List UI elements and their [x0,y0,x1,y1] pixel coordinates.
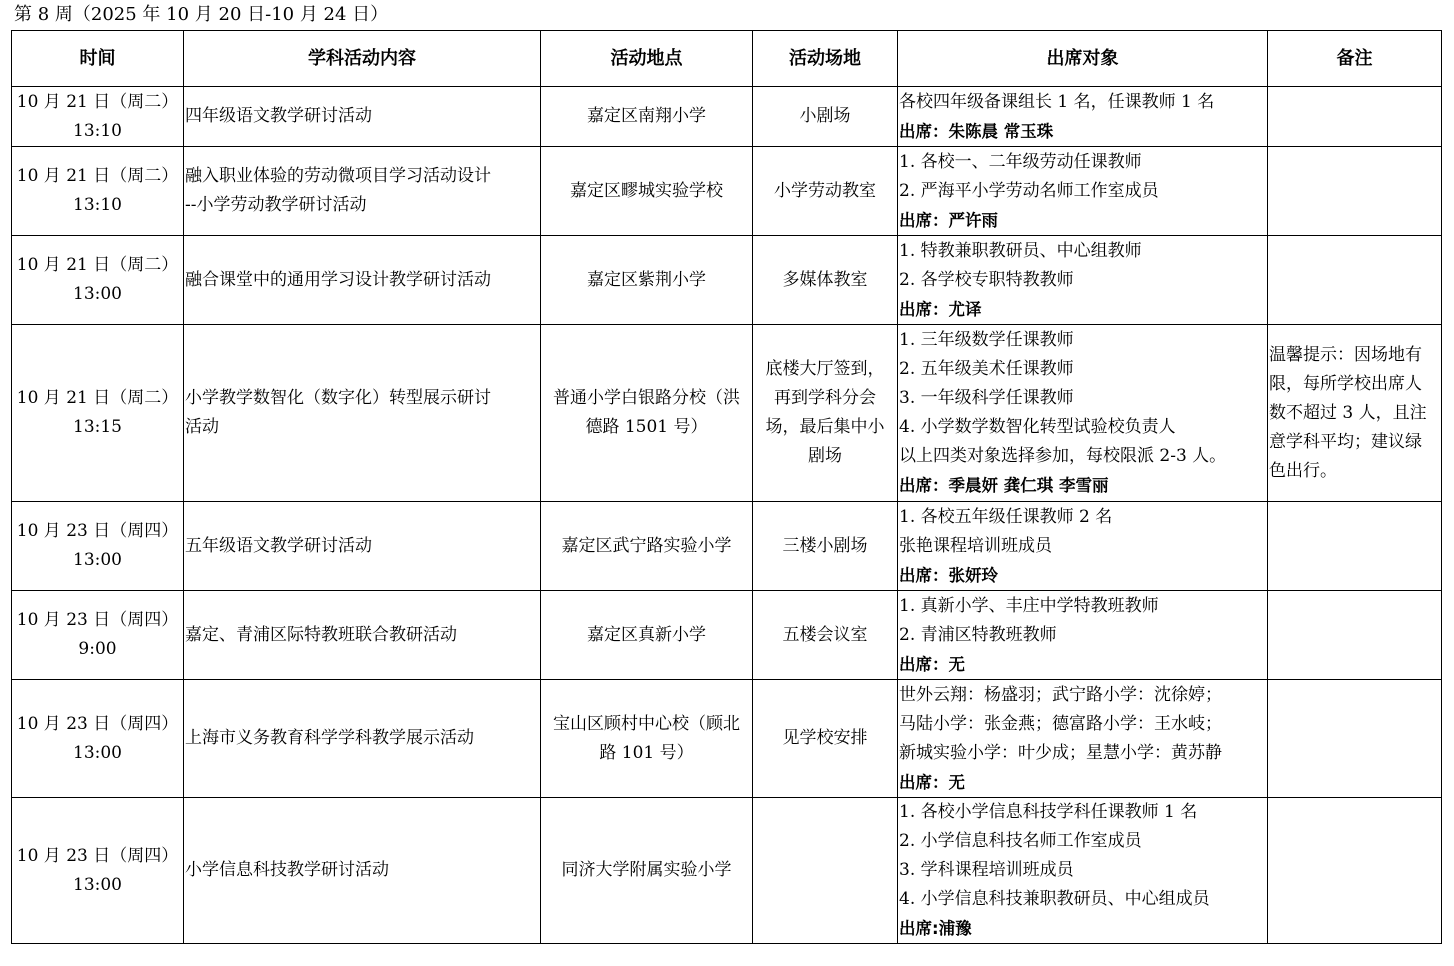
venue-cell [753,325,898,502]
place-cell [541,147,753,236]
table-row [12,680,1442,798]
place-cell [541,680,753,798]
note-cell [1268,87,1442,147]
place-cell [541,87,753,147]
time-cell [12,502,184,591]
attendee-line: 各校四年级备课组长 1 名，任课教师 1 名 [899,91,1215,112]
venue-line: 再到学科分会 [774,388,876,408]
content-line: 五年级语文教学研讨活动 [185,535,372,556]
note-line: 数不超过 3 人，且注 [1269,402,1427,423]
note-cell [1268,798,1442,944]
attendee-line: 世外云翔：杨盛羽；武宁路小学：沈徐婷； [899,684,1222,705]
content-line: 嘉定、青浦区际特教班联合教研活动 [185,624,457,645]
content-line: 活动 [185,417,219,437]
attendees-cell [898,680,1268,798]
time-cell [12,591,184,680]
table-row [12,236,1442,325]
date-text: 10 月 23 日（周四） [16,845,179,866]
place-line: 宝山区顾村中心校（顾北 [553,713,740,734]
attendee-line: 2. 青浦区特教班教师 [899,624,1057,645]
content-cell [184,591,541,680]
place-line: 普通小学白银路分校（洪 [553,388,740,408]
present-text: 出席：季晨妍 龚仁琪 李雪丽 [899,476,1109,495]
note-line: 色出行。 [1269,460,1337,481]
present-text: 出席：尤译 [899,299,982,319]
place-cell [541,591,753,680]
table-row [12,591,1442,680]
content-line: 小学教学数智化（数字化）转型展示研讨 [185,388,491,408]
content-line: 四年级语文教学研讨活动 [185,106,372,126]
note-cell [1268,680,1442,798]
place-line: 嘉定区真新小学 [587,624,706,645]
time-cell [12,236,184,325]
header-venue: 活动场地 [753,31,898,87]
attendee-line: 3. 学科课程培训班成员 [899,860,1074,880]
attendee-line: 2. 严海平小学劳动名师工作室成员 [899,180,1159,201]
venue-line: 场，最后集中小 [765,417,885,437]
table-header-row [12,31,1442,87]
venue-cell [753,502,898,591]
date-text: 10 月 21 日（周二） [16,91,179,112]
content-cell [184,87,541,147]
place-cell [541,325,753,502]
date-text: 10 月 21 日（周二） [16,166,179,186]
note-line: 意学科平均；建议绿 [1269,431,1422,452]
venue-line: 小学劳动教室 [774,180,876,201]
week-title: 第 8 周（2025 年 10 月 20 日-10 月 24 日） [14,4,389,25]
present-text: 出席：无 [899,772,965,792]
time-text: 13:00 [73,742,122,763]
content-line: 小学信息科技教学研讨活动 [185,860,389,880]
content-cell [184,798,541,944]
place-line: 德路 1501 号） [585,417,708,437]
time-cell [12,680,184,798]
venue-line: 底楼大厅签到， [765,359,885,379]
attendee-line: 2. 各学校专职特教教师 [899,269,1074,290]
attendee-line: 1. 三年级数学任课教师 [899,330,1074,350]
content-line: 融入职业体验的劳动微项目学习活动设计 [185,166,491,186]
venue-line: 多媒体教室 [782,269,868,290]
header-place: 活动地点 [541,31,753,87]
note-cell [1268,325,1442,502]
attendee-line: 2. 五年级美术任课教师 [899,359,1074,379]
time-text: 9:00 [78,639,117,659]
time-text: 13:15 [73,417,122,437]
note-cell [1268,502,1442,591]
table-row [12,325,1442,502]
attendee-line: 4. 小学数学数智化转型试验校负责人 [899,417,1176,437]
attendee-line: 1. 各校一、二年级劳动任课教师 [899,151,1142,172]
content-cell [184,680,541,798]
place-line: 嘉定区南翔小学 [587,106,706,126]
attendee-line: 以上四类对象选择参加，每校限派 2-3 人。 [899,446,1227,466]
note-cell [1268,147,1442,236]
venue-line: 见学校安排 [782,728,868,748]
time-text: 13:00 [73,550,122,570]
schedule-table [11,30,1442,944]
attendees-cell [898,325,1268,502]
venue-line: 剧场 [808,446,842,466]
venue-line: 三楼小剧场 [782,535,868,556]
present-text: 出席：朱陈晨 常玉珠 [899,121,1054,141]
venue-cell [753,147,898,236]
date-text: 10 月 23 日（周四） [16,610,179,630]
attendee-line: 马陆小学：张金燕；德富路小学：王水岐； [899,713,1222,734]
date-text: 10 月 23 日（周四） [16,521,179,541]
place-line: 嘉定区武宁路实验小学 [561,535,732,556]
venue-cell [753,591,898,680]
attendee-line: 4. 小学信息科技兼职教研员、中心组成员 [899,889,1210,909]
present-text: 出席:浦豫 [899,919,972,938]
table-row [12,147,1442,236]
time-text: 13:10 [73,120,122,141]
table-row [12,87,1442,147]
header-content: 学科活动内容 [184,31,541,87]
place-line: 同济大学附属实验小学 [561,860,732,880]
attendees-cell [898,591,1268,680]
place-cell [541,798,753,944]
time-cell [12,325,184,502]
attendee-line: 张艳课程培训班成员 [899,535,1052,556]
present-text: 出席：无 [899,654,965,674]
header-attendees: 出席对象 [898,31,1268,87]
table-row [12,502,1442,591]
content-line: --小学劳动教学研讨活动 [185,195,367,215]
note-cell [1268,236,1442,325]
attendee-line: 新城实验小学：叶少成；星慧小学：黄苏静 [899,742,1222,763]
time-cell [12,798,184,944]
venue-line: 五楼会议室 [782,624,868,645]
time-text: 13:10 [73,195,122,215]
note-line: 温馨提示：因场地有 [1269,344,1422,365]
attendees-cell [898,798,1268,944]
venue-cell [753,680,898,798]
attendee-line: 1. 特教兼职教研员、中心组教师 [899,240,1142,261]
note-cell [1268,591,1442,680]
place-line: 路 101 号） [599,742,694,763]
attendee-line: 2. 小学信息科技名师工作室成员 [899,831,1142,851]
place-line: 嘉定区紫荆小学 [587,269,706,290]
venue-line: 小剧场 [799,106,851,126]
time-cell [12,147,184,236]
date-text: 10 月 21 日（周二） [16,255,179,275]
date-text: 10 月 21 日（周二） [16,388,179,408]
present-text: 出席：张妍玲 [899,565,998,585]
time-text: 13:00 [73,874,122,895]
content-line: 融合课堂中的通用学习设计教学研讨活动 [185,269,491,290]
content-cell [184,502,541,591]
attendees-cell [898,87,1268,147]
present-text: 出席：严许雨 [899,210,998,230]
venue-cell [753,87,898,147]
attendee-line: 1. 各校五年级任课教师 2 名 [899,506,1113,527]
note-line: 限，每所学校出席人 [1269,373,1422,394]
attendees-cell [898,236,1268,325]
attendee-line: 1. 各校小学信息科技学科任课教师 1 名 [899,802,1198,822]
attendees-cell [898,147,1268,236]
venue-cell [753,798,898,944]
attendee-line: 1. 真新小学、丰庄中学特教班教师 [899,595,1159,616]
date-text: 10 月 23 日（周四） [16,713,179,734]
content-cell [184,236,541,325]
time-text: 13:00 [73,284,122,304]
content-line: 上海市义务教育科学学科教学展示活动 [185,728,474,748]
place-cell [541,502,753,591]
table-row [12,798,1442,944]
place-line: 嘉定区疁城实验学校 [570,180,723,201]
attendee-line: 3. 一年级科学任课教师 [899,388,1074,408]
place-cell [541,236,753,325]
content-cell [184,147,541,236]
content-cell [184,325,541,502]
attendees-cell [898,502,1268,591]
venue-cell [753,236,898,325]
header-note: 备注 [1268,31,1442,87]
header-time: 时间 [12,31,184,87]
time-cell [12,87,184,147]
